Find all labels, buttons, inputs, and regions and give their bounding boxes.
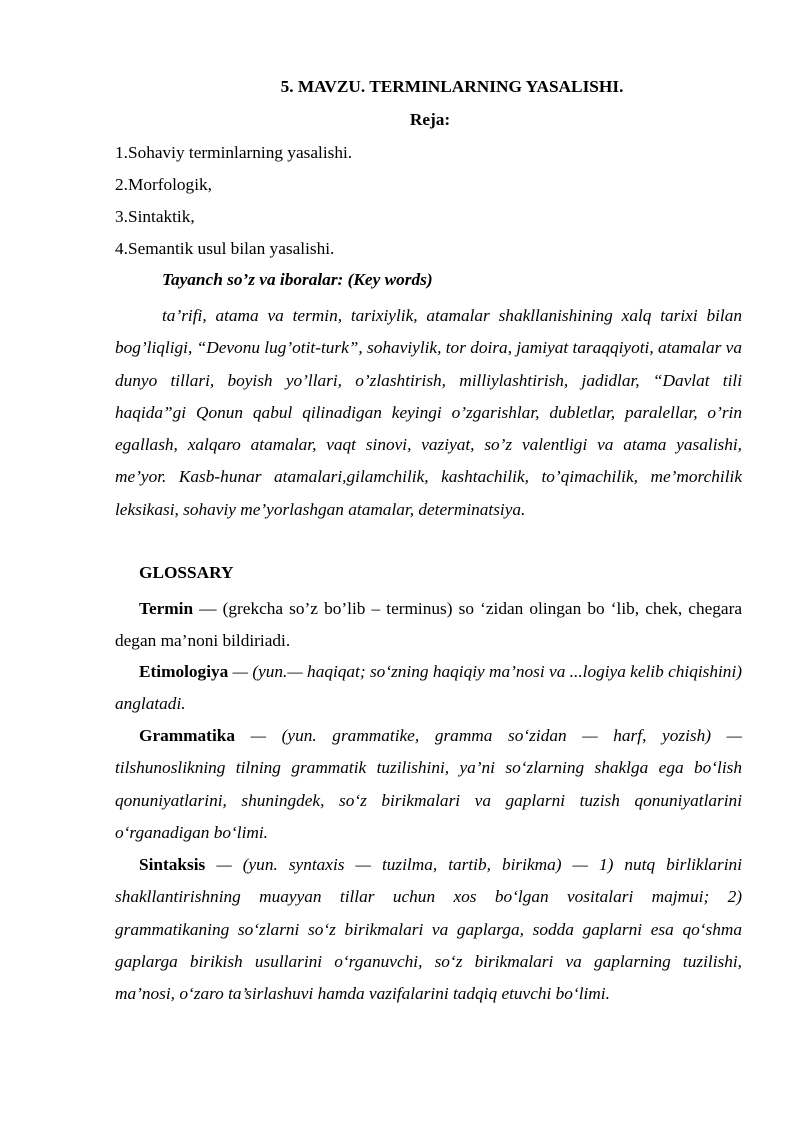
plan-list (115, 141, 352, 269)
glossary-entry-sintaksis (115, 849, 742, 1010)
glossary-definition: — (grekcha so’z bo’lib – terminus) so ‘zidan olingan bo ‘lib, chek, chegara degan ma’noni bildiriadi. (115, 599, 742, 651)
glossary-definition: — (yun. syntaxis — tuzilma, tartib, birikma) — 1) nutq birliklarini shakllantirishning muayyan tillar uchun xos bo‘lgan vositalari majmui; 2) grammatikaning so‘zlarni so‘z birikmalari va gaplarga, sodda gaplarni esa qo‘shma gaplarga birikish usullarini o‘rganuvchi, so‘z birikmalari va gaplarning tuzilishi, ma’nosi, o‘zaro ta’sirlashuvi hamda vazifalarini tadqiq etuvchi bo‘limi. (115, 855, 742, 1004)
glossary-entry-grammatika (115, 720, 742, 849)
glossary-term: Termin (139, 599, 194, 618)
glossary-term: Sintaksis (139, 855, 206, 874)
plan-item: 4.Semantik usul bilan yasalishi. (115, 239, 335, 258)
plan-item: 3.Sintaktik, (115, 207, 195, 226)
plan-label: Reja: (409, 110, 451, 129)
plan-item: 2.Morfologik, (115, 175, 212, 194)
glossary-term: Grammatika (139, 726, 235, 745)
glossary-entry-termin (115, 593, 742, 658)
glossary-entry-etimologiya (115, 656, 742, 721)
glossary-definition: — (yun.— haqiqat; so‘zning haqiqiy ma’nosi va ...logiya kelib chiqishini) anglatadi. (115, 662, 742, 714)
glossary-definition: — (yun. grammatike, gramma so‘zidan — harf, yozish) — tilshunoslikning tilning grammatik tuzilishini, ya’ni so‘zlarning shaklga ega bo‘lish qonuniyatlarini, shuningdek, so‘z birikmalari va gaplarni tuzish qonuniyatlarini o‘rganadigan bo‘limi. (115, 726, 742, 842)
page-title: 5. MAVZU. TERMINLARNING YASALISHI. (280, 77, 624, 96)
plan-item: 1.Sohaviy terminlarning yasalishi. (115, 143, 353, 162)
keywords-heading: Tayanch so’z va iboralar: (Key words) (162, 270, 433, 289)
glossary-title: GLOSSARY (139, 563, 234, 582)
keywords-text: ta’rifi, atama va termin, tarixiylik, atamalar shakllanishining xalq tarixi bilan bog’liqligi, “Devonu lug’otit-turk”, sohaviylik, tor doira, jamiyat taraqqiyoti, atamalar va dunyo tillari, boyish yo’llari, o’zlashtirish, milliylashtirish, jadidlar, “Davlat tili haqida”gi Qonun qabul qilinadigan keyingi o’zgarishlar, dubletlar, paralellar, o’rin egallash, xalqaro atamalar, vaqt sinovi, vaziyat, so’z valentligi va atama yasalishi, me’yor. Kasb-hunar atamalari,gilamchilik, kashtachilik, to’qimachilik, me’morchilik leksikasi, sohaviy me’yorlashgan atamalar, determinatsiya. (115, 306, 742, 519)
glossary-term: Etimologiya (139, 662, 229, 681)
